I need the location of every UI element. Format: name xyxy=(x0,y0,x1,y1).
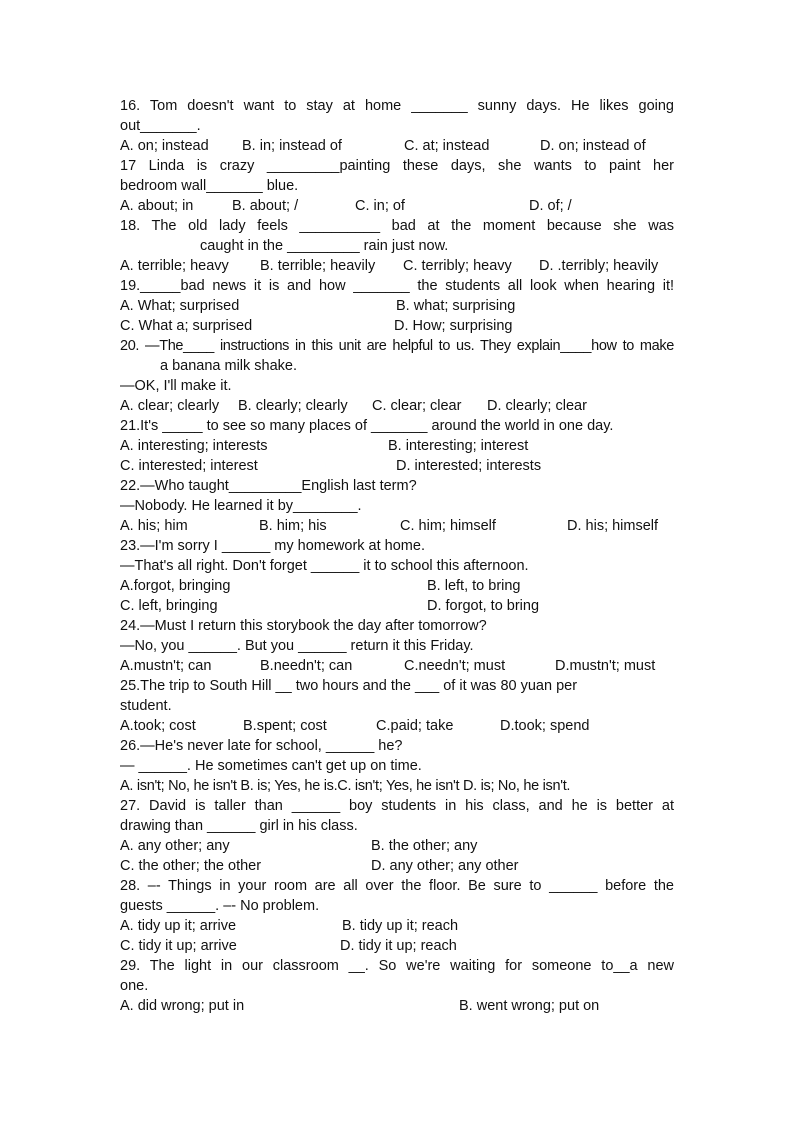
option-a: A. clear; clearly xyxy=(120,398,220,414)
question-28-cont: guests ______. –- No problem. xyxy=(120,898,320,914)
option-c: C. the other; the other xyxy=(120,858,262,874)
options-23-cd xyxy=(120,596,674,616)
option-a: A. any other; any xyxy=(120,838,230,854)
option-c: C. at; instead xyxy=(404,138,490,154)
question-24: 24.—Must I return this storybook the day after tomorrow? xyxy=(120,618,487,634)
option-c: C. left, bringing xyxy=(120,598,218,614)
options-17 xyxy=(120,196,674,216)
question-22-reply: —Nobody. He learned it by________. xyxy=(120,498,362,514)
option-b: B. left, to bring xyxy=(427,578,521,594)
option-d: D.mustn't; must xyxy=(555,658,656,674)
options-19-cd xyxy=(120,316,674,336)
option-b: B. tidy up it; reach xyxy=(342,918,459,934)
options-29-ab xyxy=(120,996,674,1016)
option-c: C. tidy it up; arrive xyxy=(120,938,237,954)
question-23-reply: —That's all right. Don't forget ______ it to school this afternoon. xyxy=(120,558,529,574)
option-a: A. on; instead xyxy=(120,138,209,154)
question-25: 25.The trip to South Hill __ two hours and the ___ of it was 80 yuan per xyxy=(120,678,578,694)
options-23-ab xyxy=(120,576,674,596)
option-c: C.needn't; must xyxy=(404,658,506,674)
question-20-reply: —OK, I'll make it. xyxy=(120,378,232,394)
option-d: D. clearly; clear xyxy=(487,398,587,414)
options-18 xyxy=(120,256,674,276)
option-a: A.took; cost xyxy=(120,718,196,734)
exam-page xyxy=(120,96,674,1016)
option-b: B. in; instead of xyxy=(242,138,342,154)
question-21: 21.It's _____ to see so many places of _______ around the world in one day. xyxy=(120,418,614,434)
question-16-cont: out_______. xyxy=(120,118,201,134)
question-18-cont: caught in the _________ rain just now. xyxy=(200,238,449,254)
options-22 xyxy=(120,516,674,536)
option-c: C. interested; interest xyxy=(120,458,258,474)
question-18: 18. The old lady feels __________ bad at the moment because she was xyxy=(120,218,674,234)
question-25-cont: student. xyxy=(120,698,172,714)
option-d: D. of; / xyxy=(529,198,572,214)
option-a: A. terrible; heavy xyxy=(120,258,229,274)
question-28: 28. –- Things in your room are all over the floor. Be sure to ______ before the xyxy=(120,878,674,894)
options-20 xyxy=(120,396,674,416)
question-17-cont: bedroom wall_______ blue. xyxy=(120,178,299,194)
option-c: C. in; of xyxy=(355,198,405,214)
option-a: A. interesting; interests xyxy=(120,438,268,454)
option-a: A. about; in xyxy=(120,198,194,214)
question-26-reply: — ______. He sometimes can't get up on time. xyxy=(120,758,422,774)
question-16: 16. Tom doesn't want to stay at home _______ sunny days. He likes going xyxy=(120,98,674,114)
option-b: B.needn't; can xyxy=(260,658,353,674)
option-d: D.took; spend xyxy=(500,718,590,734)
option-c: C. terribly; heavy xyxy=(403,258,512,274)
option-b: B. him; his xyxy=(259,518,327,534)
option-a: A. What; surprised xyxy=(120,298,240,314)
question-20: 20. —The____ instructions in this unit are helpful to us. They explain____how to make xyxy=(120,338,674,354)
options-27-cd xyxy=(120,856,674,876)
option-b: B. the other; any xyxy=(371,838,478,854)
option-a: A.forgot, bringing xyxy=(120,578,231,594)
options-21-ab xyxy=(120,436,674,456)
question-17: 17 Linda is crazy _________painting these days, she wants to paint her xyxy=(120,158,674,174)
options-25 xyxy=(120,716,674,736)
option-b: B.spent; cost xyxy=(243,718,327,734)
options-24 xyxy=(120,656,674,676)
option-b: B. went wrong; put on xyxy=(459,998,600,1014)
option-a: A. did wrong; put in xyxy=(120,998,245,1014)
option-c: C. clear; clear xyxy=(372,398,462,414)
question-22: 22.—Who taught_________English last term? xyxy=(120,478,417,494)
question-27: 27. David is taller than ______ boy students in his class, and he is better at xyxy=(120,798,674,814)
options-26: A. isn't; No, he isn't B. is; Yes, he is.C. isn't; Yes, he isn't D. is; No, he isn't. xyxy=(120,778,571,794)
question-23: 23.—I'm sorry I ______ my homework at home. xyxy=(120,538,425,554)
options-28-cd xyxy=(120,936,674,956)
option-b: B. terrible; heavily xyxy=(260,258,376,274)
option-b: B. what; surprising xyxy=(396,298,516,314)
options-21-cd xyxy=(120,456,674,476)
question-19: 19._____bad news it is and how _______ the students all look when hearing it! xyxy=(120,278,674,294)
option-c: C. him; himself xyxy=(400,518,496,534)
option-d: D. forgot, to bring xyxy=(427,598,540,614)
options-16 xyxy=(120,136,674,156)
question-29-cont: one. xyxy=(120,978,149,994)
option-d: D. any other; any other xyxy=(371,858,519,874)
option-d: D. tidy it up; reach xyxy=(340,938,457,954)
question-24-reply: —No, you ______. But you ______ return it this Friday. xyxy=(120,638,474,654)
option-d: D. interested; interests xyxy=(396,458,542,474)
option-a: A.mustn't; can xyxy=(120,658,212,674)
options-28-ab xyxy=(120,916,674,936)
option-d: D. on; instead of xyxy=(540,138,646,154)
option-a: A. tidy up it; arrive xyxy=(120,918,237,934)
question-27-cont: drawing than ______ girl in his class. xyxy=(120,818,358,834)
option-d: D. .terribly; heavily xyxy=(539,258,659,274)
option-d: D. his; himself xyxy=(567,518,659,534)
option-c: C.paid; take xyxy=(376,718,454,734)
question-29: 29. The light in our classroom __. So we're waiting for someone to__a new xyxy=(120,958,674,974)
options-27-ab xyxy=(120,836,674,856)
option-c: C. What a; surprised xyxy=(120,318,253,334)
option-a: A. his; him xyxy=(120,518,188,534)
option-b: B. clearly; clearly xyxy=(238,398,348,414)
options-19-ab xyxy=(120,296,674,316)
question-20-cont: a banana milk shake. xyxy=(160,358,298,374)
option-d: D. How; surprising xyxy=(394,318,513,334)
option-b: B. about; / xyxy=(232,198,299,214)
question-26: 26.—He's never late for school, ______ he? xyxy=(120,738,403,754)
option-b: B. interesting; interest xyxy=(388,438,529,454)
